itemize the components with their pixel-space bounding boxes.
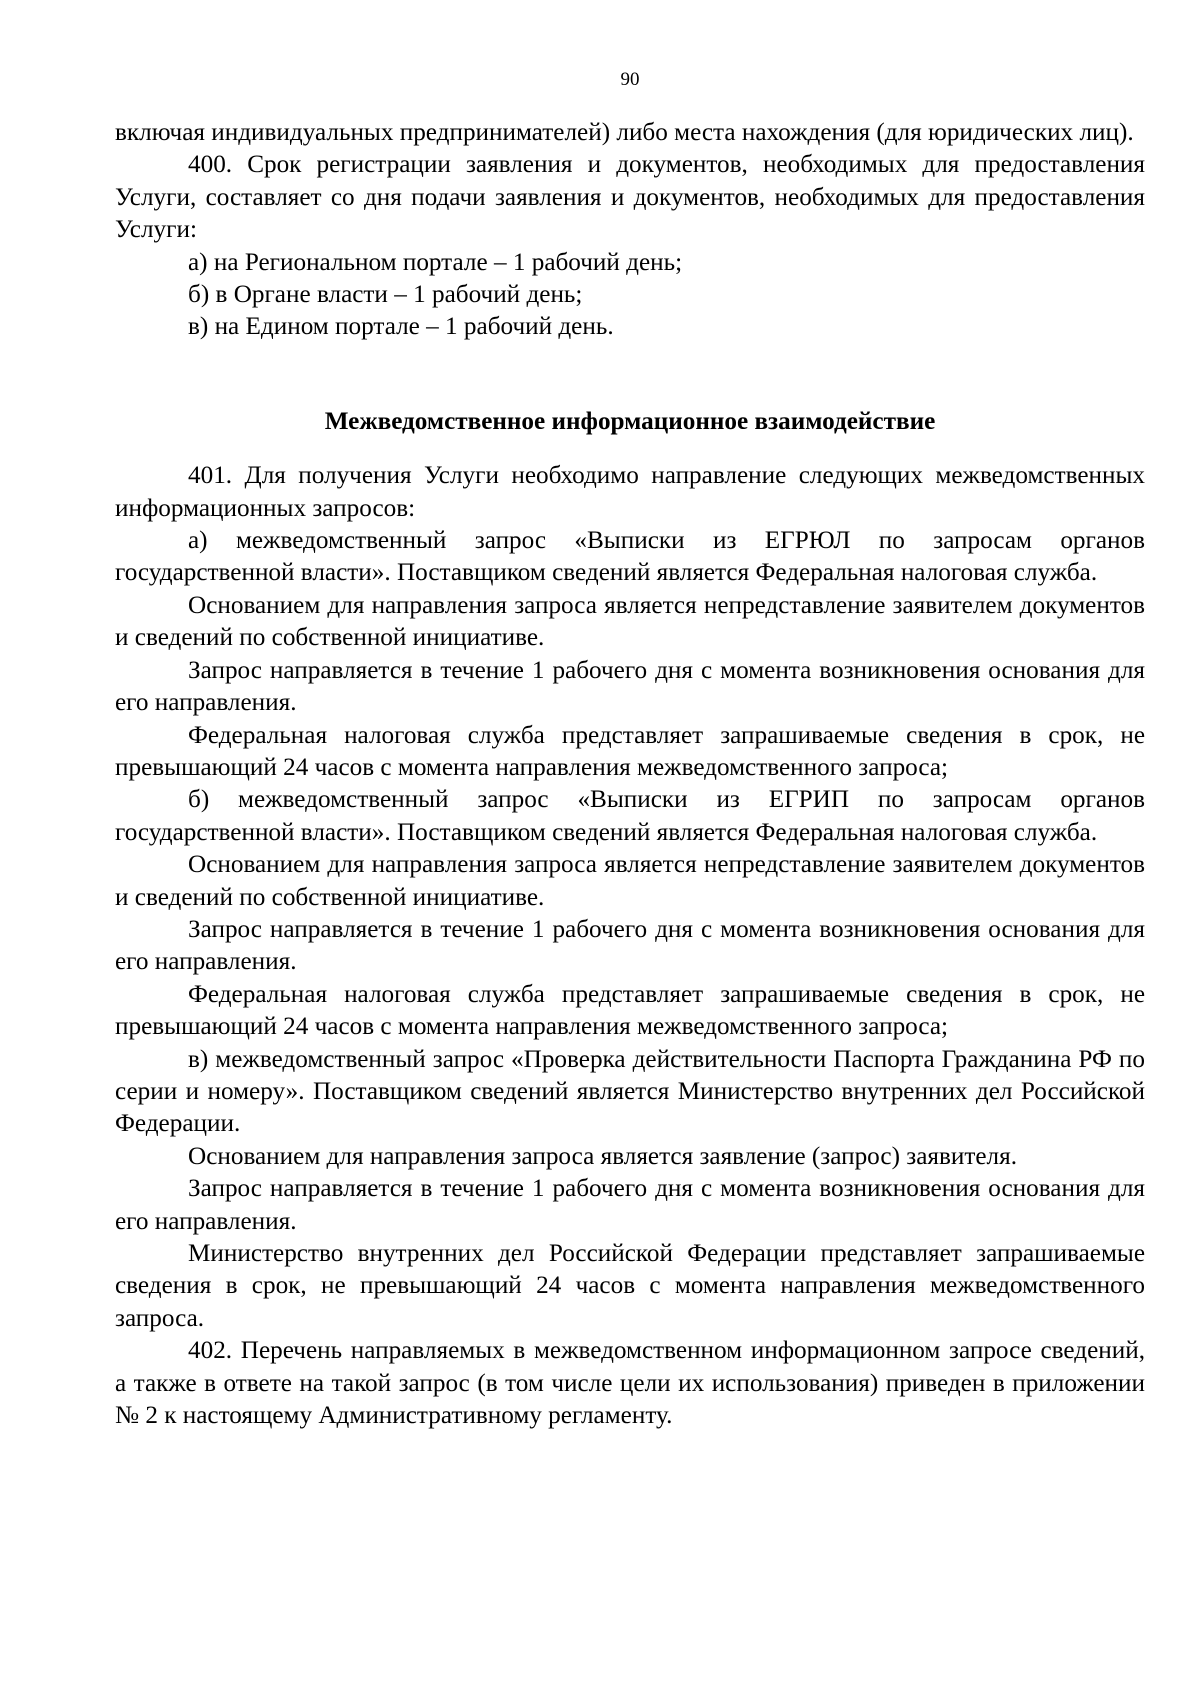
paragraph-401b: б) межведомственный запрос «Выписки из ЕГРИП по запросам органов государственной власти». Поставщиком сведений является Федеральная налоговая служба.: [115, 786, 1145, 846]
page-number: 90: [620, 69, 640, 90]
paragraph-401v-basis: Основанием для направления запроса является заявление (запрос) заявителя.: [188, 1142, 1017, 1170]
paragraph-401v-timing: Запрос направляется в течение 1 рабочего дня с момента возникновения основания для его направления.: [115, 1175, 1145, 1235]
document-body: [115, 117, 1145, 1432]
paragraph-401b-deadline: Федеральная налоговая служба представляет запрашиваемые сведения в срок, не превышающий 24 часов с момента направления межведомственного запроса;: [115, 980, 1145, 1041]
list-item-400a: а) на Региональном портале – 1 рабочий день;: [188, 248, 683, 276]
paragraph-400: 400. Срок регистрации заявления и документов, необходимых для предоставления Услуги, составляет со дня подачи заявления и документов, необходимых для предоставления Услуги:: [115, 151, 1145, 244]
paragraph-401b-basis: Основанием для направления запроса является непредставление заявителем документов и сведений по собственной инициативе.: [115, 851, 1145, 911]
paragraph-401a: а) межведомственный запрос «Выписки из ЕГРЮЛ по запросам органов государственной власти». Поставщиком сведений является Федеральная налоговая служба.: [115, 527, 1145, 587]
paragraph-401v-deadline: Министерство внутренних дел Российской Федерации представляет запрашиваемые сведения в срок, не превышающий 24 часов с момента направления межведомственного запроса.: [115, 1240, 1145, 1332]
paragraph-401a-timing: Запрос направляется в течение 1 рабочего дня с момента возникновения основания для его направления.: [115, 656, 1145, 717]
list-item-400v: в) на Едином портале – 1 рабочий день.: [188, 313, 614, 341]
paragraph-401v: в) межведомственный запрос «Проверка действительности Паспорта Гражданина РФ по серии и номеру». Поставщиком сведений является Министерство внутренних дел Российской Федерации.: [115, 1045, 1145, 1138]
section-spacer: [115, 344, 1145, 372]
list-item-400b: б) в Органе власти – 1 рабочий день;: [188, 281, 583, 309]
paragraph-continuation: включая индивидуальных предпринимателей) либо места нахождения (для юридических лиц).: [115, 119, 1134, 146]
section-heading: Межведомственное информационное взаимодействие: [324, 407, 936, 435]
paragraph-401b-timing: Запрос направляется в течение 1 рабочего дня с момента возникновения основания для его направления.: [115, 915, 1145, 976]
paragraph-401a-basis: Основанием для направления запроса является непредставление заявителем документов и сведений по собственной инициативе.: [115, 591, 1145, 652]
paragraph-402: 402. Перечень направляемых в межведомственном информационном запросе сведений, а также в ответе на такой запрос (в том числе цели их использования) приведен в приложении № 2 к настоящему Административному регламенту.: [115, 1337, 1145, 1430]
paragraph-401: 401. Для получения Услуги необходимо направление следующих межведомственных информационных запросов:: [115, 462, 1145, 522]
paragraph-401a-deadline: Федеральная налоговая служба представляет запрашиваемые сведения в срок, не превышающий 24 часов с момента направления межведомственного запроса;: [115, 721, 1145, 781]
